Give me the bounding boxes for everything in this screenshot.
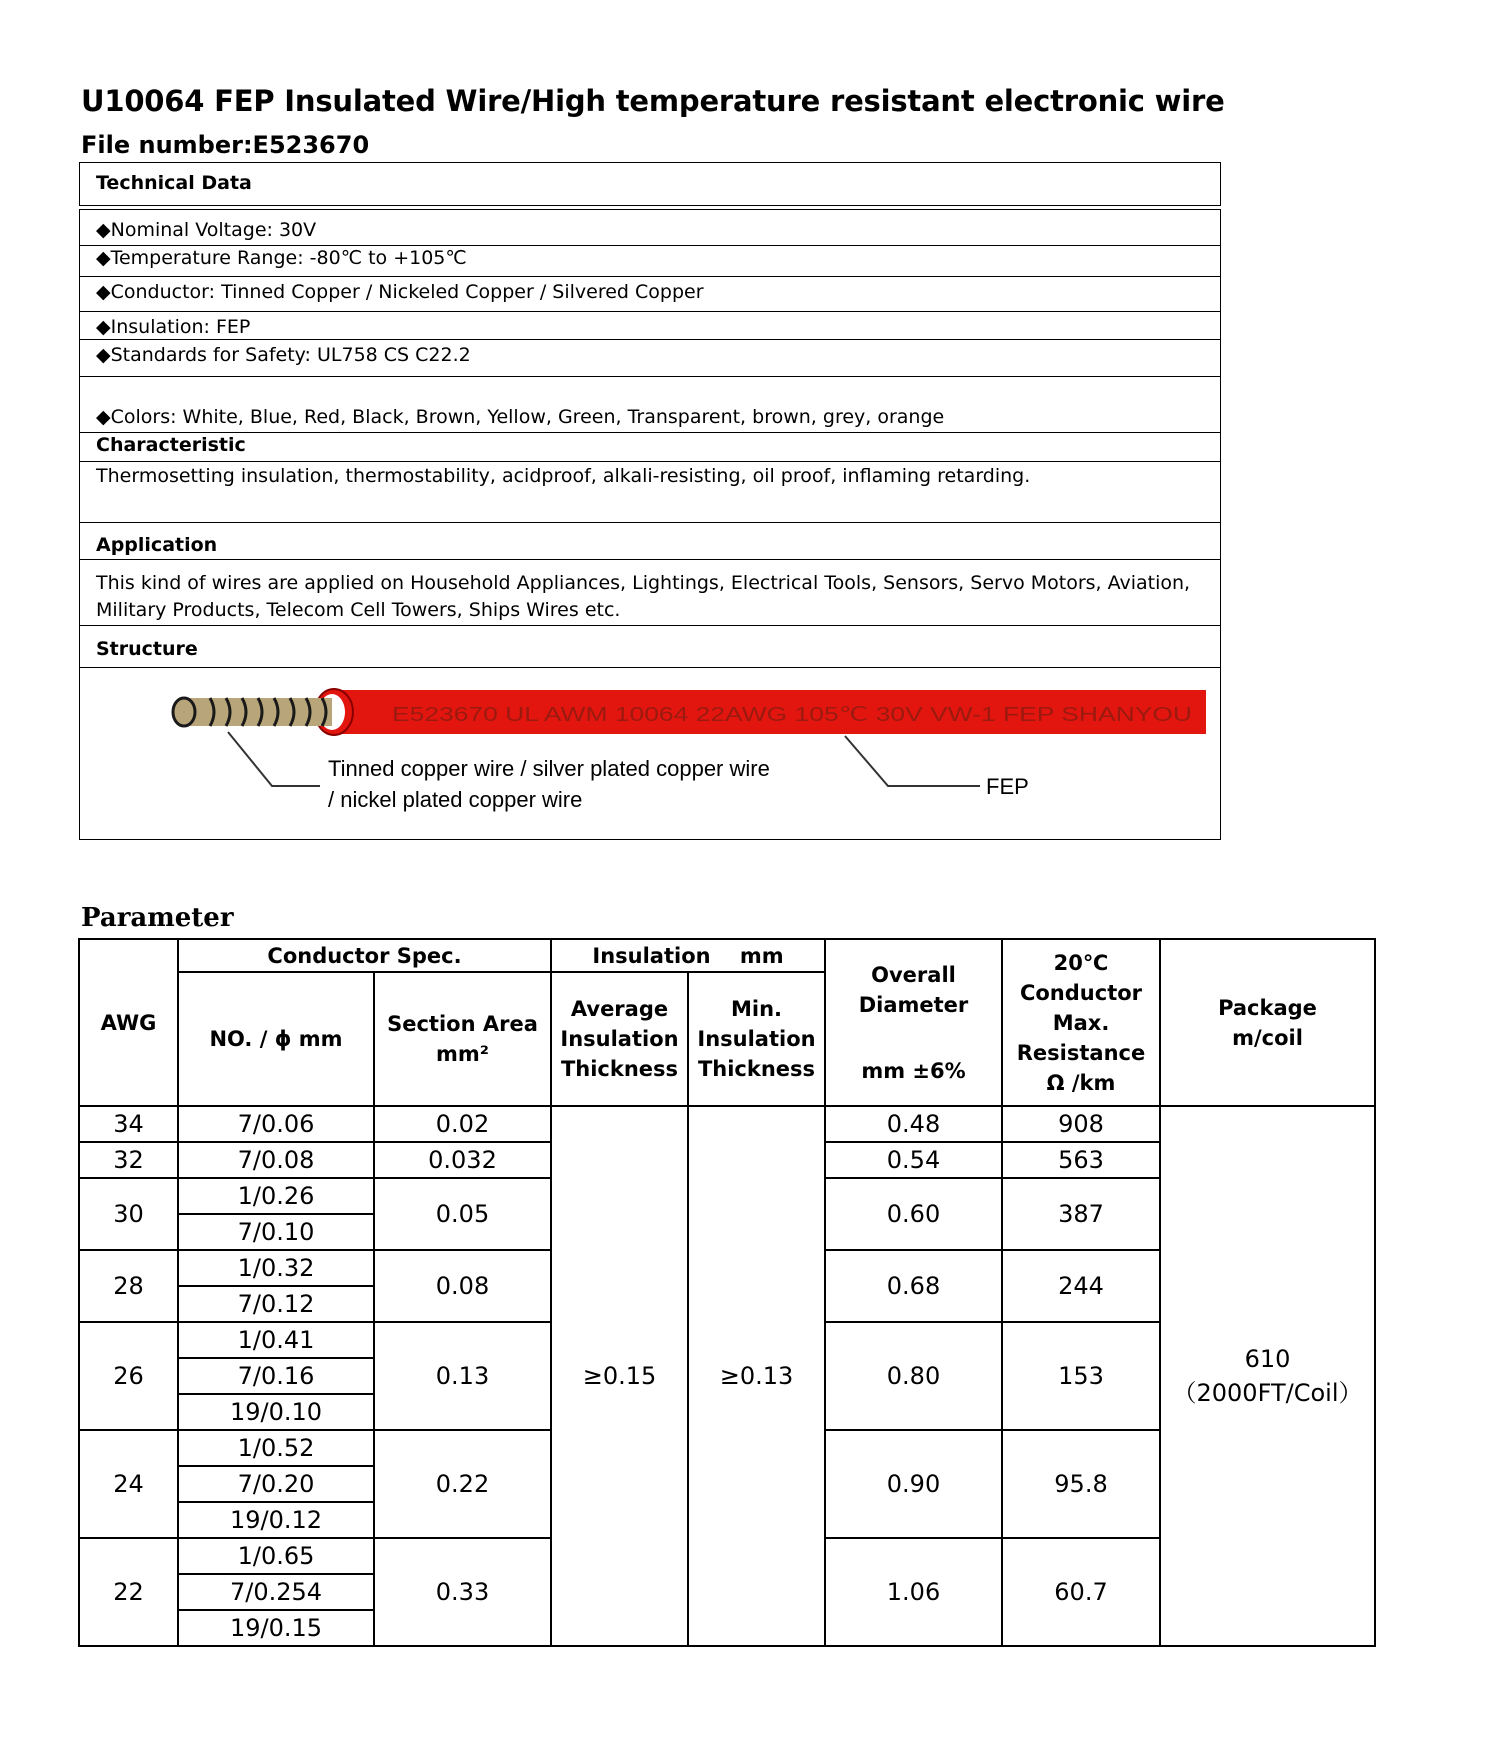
technical-details-box	[79, 209, 1221, 840]
resistance-cell: 95.8	[1002, 1430, 1160, 1538]
overall-diameter-cell: 1.06	[825, 1538, 1002, 1646]
insulation-material: ◆Insulation: FEP	[96, 316, 251, 338]
strand-cell: 7/0.06	[178, 1106, 374, 1142]
technical-data-header-box	[79, 162, 1221, 206]
conductor-end	[173, 698, 195, 726]
wire-print: E523670 UL AWM 10064 22AWG 105℃ 30V VW-1 FEP SHANYOU	[392, 704, 1192, 726]
temperature-range: ◆Temperature Range: -80℃ to +105℃	[96, 247, 467, 269]
strand-cell: 1/0.65	[178, 1538, 374, 1574]
conductor-material: ◆Conductor: Tinned Copper / Nickeled Copper / Silvered Copper	[96, 281, 704, 303]
section-area-cell: 0.05	[374, 1178, 551, 1250]
strand-cell: 7/0.12	[178, 1286, 374, 1322]
technical-data-heading: Technical Data	[96, 172, 252, 194]
colors: ◆Colors: White, Blue, Red, Black, Brown, Yellow, Green, Transparent, brown, grey, orange	[96, 406, 945, 428]
min-thickness-cell: ≥0.13	[688, 1106, 825, 1646]
characteristic-text: Thermosetting insulation, thermostability, acidproof, alkali-resisting, oil proof, inflaming retarding.	[96, 465, 1031, 487]
conductor-label-1: Tinned copper wire / silver plated copper wire	[328, 756, 770, 781]
strand-cell: 7/0.254	[178, 1574, 374, 1610]
awg-cell: 24	[79, 1430, 178, 1538]
parameter-table	[78, 938, 1376, 1647]
strand-cell: 7/0.20	[178, 1466, 374, 1502]
overall-diameter-cell: 0.60	[825, 1178, 1002, 1250]
package-feet: （2000FT/Coil）	[1172, 1378, 1363, 1407]
strand-cell: 1/0.32	[178, 1250, 374, 1286]
header-no-phi: NO. / ϕ mm	[178, 972, 374, 1106]
parameter-heading: Parameter	[81, 903, 234, 933]
strand-cell: 19/0.15	[178, 1610, 374, 1646]
overall-diameter-cell: 0.90	[825, 1430, 1002, 1538]
section-area-cell: 0.08	[374, 1250, 551, 1322]
strand-cell: 19/0.12	[178, 1502, 374, 1538]
header-min-thickness: Min. Insulation Thickness	[688, 972, 825, 1106]
header-conductor-spec: Conductor Spec.	[178, 939, 551, 972]
overall-diameter-cell: 0.68	[825, 1250, 1002, 1322]
insulation-leader-line	[845, 736, 980, 786]
document-title: U10064 FEP Insulated Wire/High temperature resistant electronic wire	[81, 84, 1225, 118]
resistance-cell: 387	[1002, 1178, 1160, 1250]
strand-cell: 19/0.10	[178, 1394, 374, 1430]
resistance-cell: 60.7	[1002, 1538, 1160, 1646]
strand-cell: 7/0.16	[178, 1358, 374, 1394]
average-thickness-cell: ≥0.15	[551, 1106, 688, 1646]
package-length: 610	[1244, 1344, 1291, 1373]
overall-diameter-cell: 0.54	[825, 1142, 1002, 1178]
header-resistance: 20℃ Conductor Max. Resistance Ω /km	[1002, 939, 1160, 1106]
awg-cell: 22	[79, 1538, 178, 1646]
insulation-label: FEP	[986, 774, 1029, 799]
overall-diameter-cell: 0.48	[825, 1106, 1002, 1142]
section-area-cell: 0.22	[374, 1430, 551, 1538]
resistance-cell: 244	[1002, 1250, 1160, 1322]
conductor-label-2: / nickel plated copper wire	[328, 787, 583, 812]
header-package: Package m/coil	[1160, 939, 1375, 1106]
application-text: This kind of wires are applied on Household Appliances, Lightings, Electrical Tools, Sensors, Servo Motors, Aviation, Military Products, Telecom Cell Towers, Ships Wires etc.	[96, 572, 1191, 621]
overall-diameter-cell: 0.80	[825, 1322, 1002, 1430]
awg-cell: 26	[79, 1322, 178, 1430]
section-area-cell: 0.13	[374, 1322, 551, 1430]
strand-cell: 1/0.41	[178, 1322, 374, 1358]
application-heading: Application	[96, 534, 218, 556]
structure-heading: Structure	[96, 638, 198, 660]
awg-cell: 28	[79, 1250, 178, 1322]
strand-cell: 1/0.52	[178, 1430, 374, 1466]
strand-cell: 7/0.10	[178, 1214, 374, 1250]
characteristic-heading: Characteristic	[96, 434, 246, 456]
awg-cell: 34	[79, 1106, 178, 1142]
safety-standards: ◆Standards for Safety: UL758 CS C22.2	[96, 344, 471, 366]
file-number: File number:E523670	[81, 131, 370, 159]
parameter-table-body	[79, 1106, 1375, 1646]
table-row	[79, 1106, 1375, 1142]
package-cell	[1160, 1106, 1375, 1646]
strand-cell: 1/0.26	[178, 1178, 374, 1214]
section-area-cell: 0.33	[374, 1538, 551, 1646]
wire-structure-diagram	[80, 210, 1220, 839]
strand-cell: 7/0.08	[178, 1142, 374, 1178]
header-insulation: Insulation mm	[551, 939, 825, 972]
header-average-thickness: Average Insulation Thickness	[551, 972, 688, 1106]
section-area-cell: 0.032	[374, 1142, 551, 1178]
awg-cell: 32	[79, 1142, 178, 1178]
header-awg: AWG	[79, 939, 178, 1106]
resistance-cell: 908	[1002, 1106, 1160, 1142]
resistance-cell: 563	[1002, 1142, 1160, 1178]
header-section-area: Section Area mm²	[374, 972, 551, 1106]
awg-cell: 30	[79, 1178, 178, 1250]
resistance-cell: 153	[1002, 1322, 1160, 1430]
section-area-cell: 0.02	[374, 1106, 551, 1142]
conductor-leader-line	[228, 732, 320, 786]
header-overall-diameter: Overall Diameter mm ±6%	[825, 939, 1002, 1106]
nominal-voltage: ◆Nominal Voltage: 30V	[96, 219, 317, 241]
